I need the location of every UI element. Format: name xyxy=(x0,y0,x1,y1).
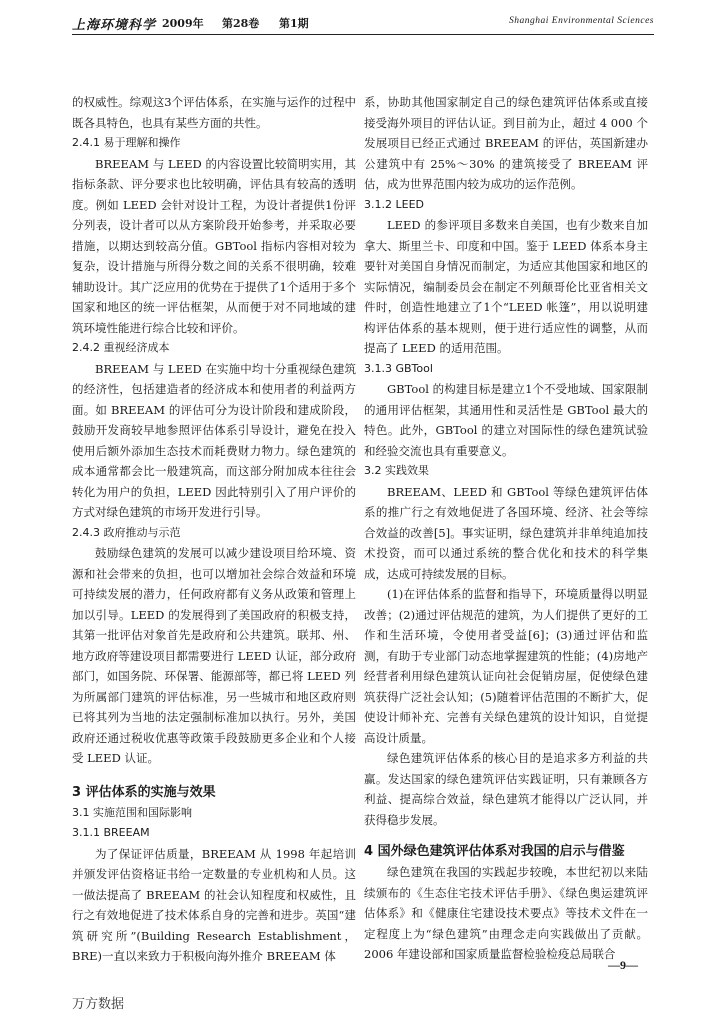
running-header xyxy=(72,8,654,35)
paragraph-2-4-1: BREEAM 与 LEED 的内容设置比较简明实用，其指标条款、评分要求也比较明确，评估具有较高的透明度。例如 LEED 会针对设计工程，为设计者提供1份评分列表，设计者可以从方案阶段开始参考，并采取必要措施，以期达到较高分值。GBTool 指标内容相对较为复杂，设计措施与所得分数之间的关系不很明确，较难辅助设计。其广泛应用的优势在于提供了1个适用于多个国家和地区的统一评估框架，从而便于对不同地域的建筑环境性能进行综合比较和评价。 xyxy=(72,156,356,335)
watermark-text: 万方数据 xyxy=(72,997,125,1012)
heading-3-1-2: 3.1.2 LEED xyxy=(364,197,424,211)
paragraph-2-4-3: 鼓励绿色建筑的发展可以减少建设项目给环境、资源和社会带来的负担，也可以增加社会综合效益和环境可持续发展的潜力，任何政府都有义务从政策和管理上加以引导。LEED 的发展得到了美国政府的积极支持，其第一批评估对象首先是政府和公共建筑。联邦、州、地方政府等建设项目都需要进行 LEED 认证，部分政府部门，如国务院、环保署、能源部等，都已将 LEED 列为所属部门建筑的评估标准，另一些城市和地区政府则已将其列为当地的法定强制标准加以执行。另外，美国政府还通过税收优惠等政策手段鼓励更多企业和个人接受 LEED 认证。 xyxy=(72,546,356,765)
heading-3-1-3: 3.1.3 GBTool xyxy=(364,361,433,375)
paragraph-3-2-c: 绿色建筑评估体系的核心目的是追求多方利益的共赢。发达国家的绿色建筑评估实践证明，只有兼顾各方利益、提高综合效益，绿色建筑才能得以广泛认同，并获得稳步发展。 xyxy=(364,751,648,827)
header-volume: 第28卷 xyxy=(222,17,260,30)
header-issue: 第1期 xyxy=(279,17,309,30)
page-number: —9— xyxy=(608,958,638,972)
heading-3-1-1: 3.1.1 BREEAM xyxy=(72,826,150,839)
header-year: 2009年 xyxy=(162,17,204,30)
paragraph-3-2-b: (1)在评估体系的监督和指导下，环境质量得以明显改善；(2)通过评估规范的建筑，为人们提供了更好的工作和生活环境，令使用者受益[6]；(3)通过评估和监测，有助于专业部门动态地掌握建筑的性能；(4)房地产经营者利用绿色建筑认证向社会促销房屋，促使绿色建筑获得广泛社会认知；(5)随着评估范围的不断扩大，促使设计师补充、完善有关绿色建筑的设计知识，自觉提高设计质量。 xyxy=(364,587,648,745)
heading-2-4-3: 2.4.3 政府推动与示范 xyxy=(72,525,181,539)
paragraph-4: 绿色建筑在我国的实践起步较晚，本世纪初以来陆续颁布的《生态住宅技术评估手册》、《绿色奥运建筑评估体系》和《健康住宅建设技术要点》等技术文件在一定程度上为“绿色建筑”由理念走向实践做出了贡献。2006 年建设部和国家质量监督检验检疫总局联合 xyxy=(364,865,648,961)
left-column xyxy=(72,92,356,967)
paragraph-intro: 的权威性。综观这3个评估体系，在实施与运作的过程中既各具特色，也具有某些方面的共性。 xyxy=(72,95,356,130)
journal-title: 上海环境科学 xyxy=(72,18,157,33)
paragraph-3-1-1: 为了保证评估质量，BREEAM 从 1998 年起培训并颁发评估资格证书给一定数量的专业机构和人员。这一做法提高了 BREEAM 的社会认知程度和权威性，且行之有效地促进了技术体系自身的完善和进步。英国“建筑研究所”(Building Research Establishment，BRE)一直以来致力于积极向海外推介 BREEAM 体 xyxy=(72,846,356,963)
heading-2-4-1: 2.4.1 易于理解和操作 xyxy=(72,136,181,149)
heading-3-2: 3.2 实践效果 xyxy=(364,464,429,477)
paragraph-3-1-2: LEED 的参评项目多数来自美国，也有少数来自加拿大、斯里兰卡、印度和中国。鉴于 LEED 体系本身主要针对美国自身情况而制定，为适应其他国家和地区的实际情况，编制委员会在制定不列颠哥伦比亚省相关文件时，创造性地建立了1个“LEED 帐篷”，用以说明建构评估体系的基本规则，便于进行适应性的调整，从而提高了 LEED 的适用范围。 xyxy=(364,218,648,355)
journal-english-title: Shanghai Environmental Sciences xyxy=(509,16,654,26)
heading-2-4-2: 2.4.2 重视经济成本 xyxy=(72,341,170,354)
paragraph-2-4-2: BREEAM 与 LEED 在实施中均十分重视绿色建筑的经济性，包括建造者的经济成本和使用者的利益两方面。如 BREEAM 的评估可分为设计阶段和建成阶段，鼓励开发商较早地参照评估体系引导设计，避免在投入使用后额外添加生态技术而耗费财力物力。绿色建筑的成本通常都会比一般建筑高，而这部分附加成本往往会转化为用户的负担，LEED 因此特别引入了用户评价的方式对绿色建筑的市场开发进行引导。 xyxy=(72,361,356,519)
heading-3-1: 3.1 实施范围和国际影响 xyxy=(72,805,192,819)
paragraph-3-1-3: GBTool 的构建目标是建立1个不受地域、国家限制的通用评估框架，其通用性和灵活性是 GBTool 最大的特色。此外，GBTool 的建立对国际性的绿色建筑试验和经验交流也具有重要意义。 xyxy=(364,382,648,458)
heading-section-4: 4 国外绿色建筑评估体系对我国的启示与借鉴 xyxy=(364,844,625,859)
right-column xyxy=(364,92,648,965)
paragraph-continued: 系，协助其他国家制定自己的绿色建筑评估体系或直接接受海外项目的评估认证。到目前为止，超过 4 000 个发展项目已经正式通过 BREEAM 的评估，英国新建办公建筑中有 25%～30% 的建筑接受了 BREEAM 评估，成为世界范围内较为成功的运作范例。 xyxy=(364,95,648,191)
paragraph-3-2-a: BREEAM、LEED 和 GBTool 等绿色建筑评估体系的推广行之有效地促进了各国环境、经济、社会等综合效益的改善[5]。事实证明，绿色建筑并非单纯追加技术投资，而可以通过系统的整合优化和技术的科学集成，达成可持续发展的目标。 xyxy=(364,484,648,581)
heading-section-3: 3 评估体系的实施与效果 xyxy=(72,784,216,800)
